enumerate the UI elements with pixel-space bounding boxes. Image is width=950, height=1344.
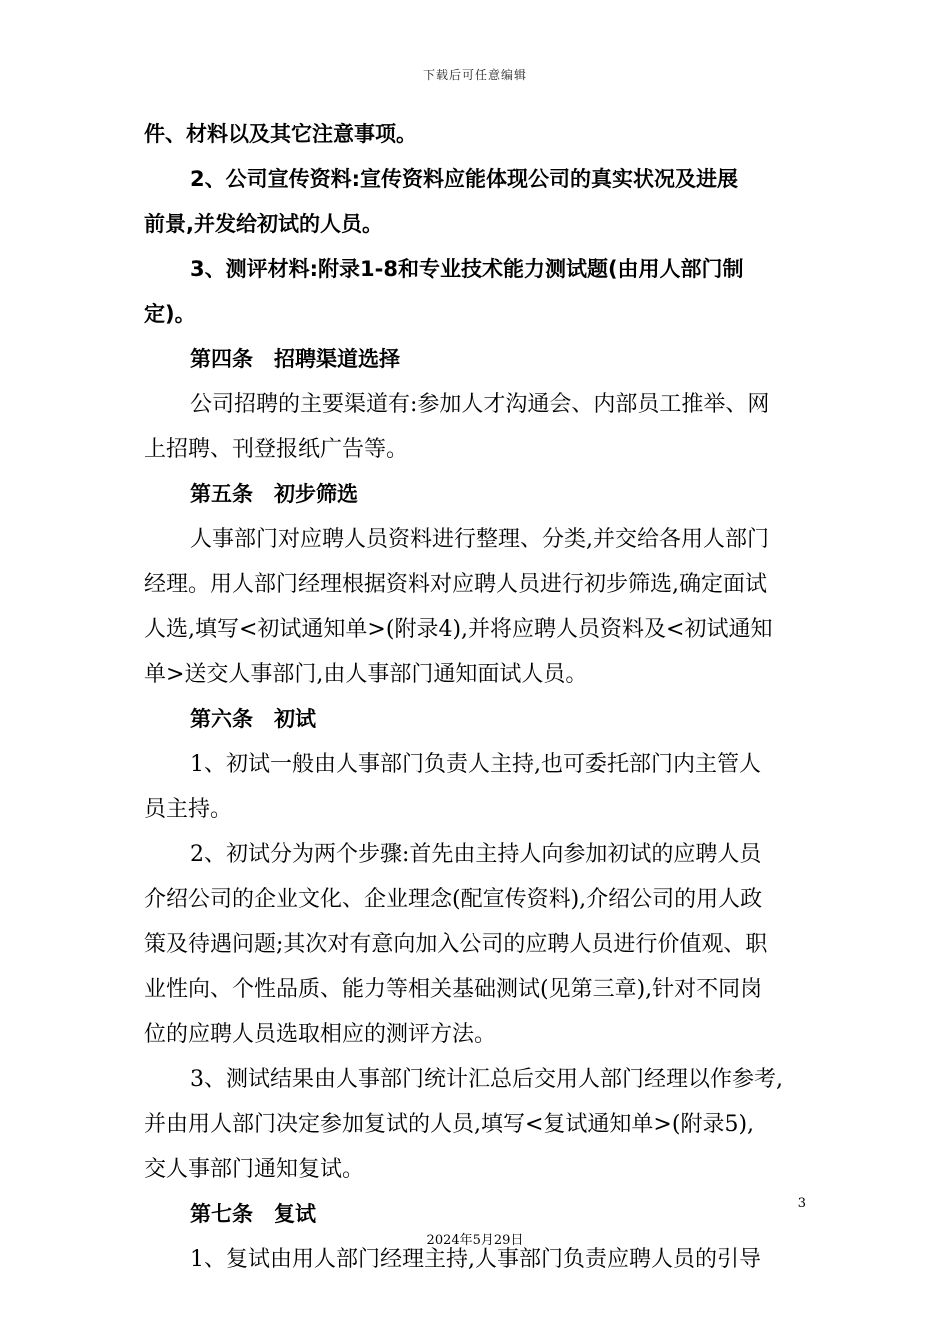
text-line: 交人事部门通知复试。 [144,1157,365,1182]
page-number: 3 [797,1196,806,1211]
text-line: 公司招聘的主要渠道有:参加人才沟通会、内部员工推举、网 [190,392,770,417]
text-line: 人事部门对应聘人员资料进行整理、分类,并交给各用人部门 [190,527,769,552]
text-line: 上招聘、刊登报纸广告等。 [144,437,409,462]
text-line: 3、测评材料:附录1-8和专业技术能力测试题(由用人部门制 [190,257,744,281]
text-line: 介绍公司的企业文化、企业理念(配宣传资料),介绍公司的用人政 [144,887,763,912]
text-line: 1、复试由用人部门经理主持,人事部门负责应聘人员的引导 [190,1247,761,1272]
text-line: 并由用人部门决定参加复试的人员,填写<复试通知单>(附录5), [144,1112,755,1137]
text-line: 2、公司宣传资料:宣传资料应能体现公司的真实状况及进展 [190,167,739,191]
section-heading: 第七条 复试 [190,1202,316,1226]
text-line: 件、材料以及其它注意事项。 [144,122,417,146]
text-line: 1、初试一般由人事部门负责人主持,也可委托部门内主管人 [190,752,761,777]
page-header: 下载后可任意编辑 [422,68,527,82]
section-heading: 第四条 招聘渠道选择 [190,347,400,371]
text-line: 人选,填写<初试通知单>(附录4),并将应聘人员资料及<初试通知 [144,617,773,642]
text-line: 员主持。 [144,797,233,822]
section-heading: 第六条 初试 [190,707,316,731]
text-line: 经理。用人部门经理根据资料对应聘人员进行初步筛选,确定面试 [144,572,767,597]
text-line: 2、初试分为两个步骤:首先由主持人向参加初试的应聘人员 [190,842,762,867]
text-line: 3、测试结果由人事部门统计汇总后交用人部门经理以作参考, [190,1067,783,1092]
text-line: 业性向、个性品质、能力等相关基础测试(见第三章),针对不同岗 [144,977,763,1002]
text-line: 策及待遇问题;其次对有意向加入公司的应聘人员进行价值观、职 [144,932,768,957]
text-line: 位的应聘人员选取相应的测评方法。 [144,1022,497,1047]
text-line: 前景,并发给初试的人员。 [144,212,383,236]
text-line: 单>送交人事部门,由人事部门通知面试人员。 [144,662,588,687]
page-footer-date: 2024年5月29日 [426,1233,524,1248]
section-heading: 第五条 初步筛选 [190,482,358,506]
text-line: 定)。 [144,302,196,326]
document-body [144,112,810,1282]
